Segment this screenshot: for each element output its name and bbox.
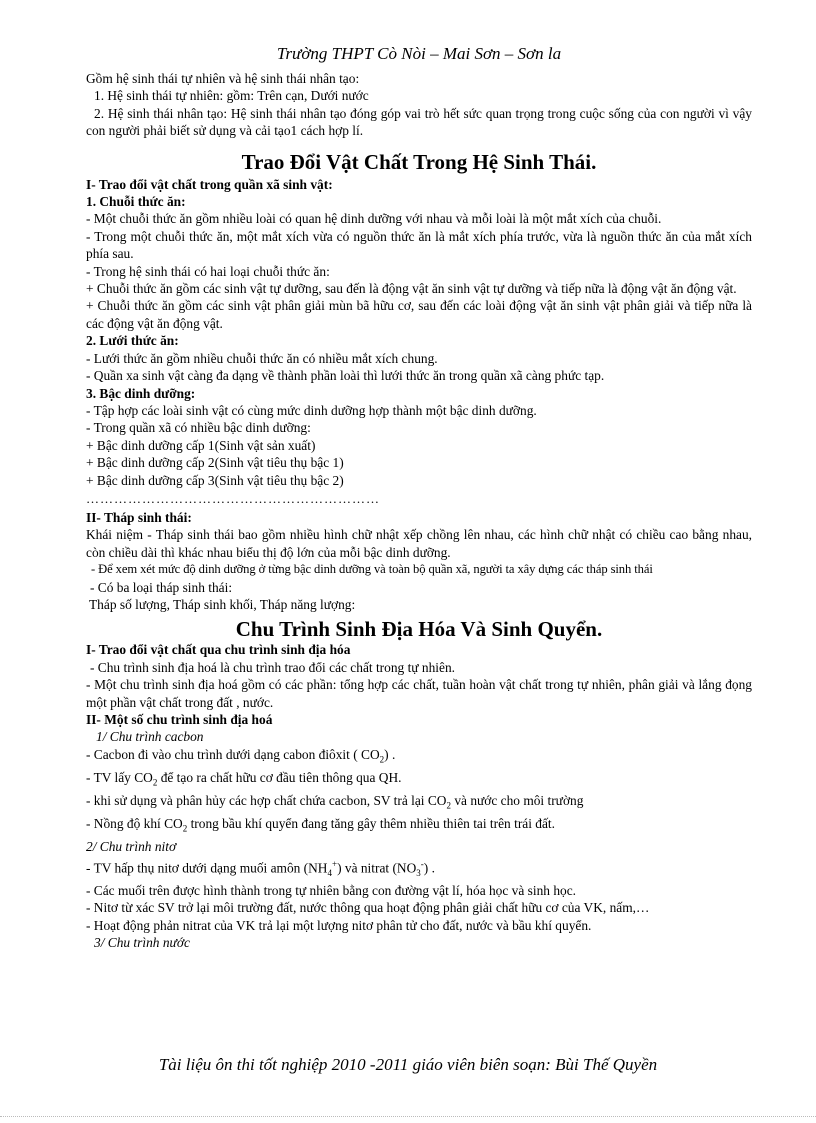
paragraph: - Trong hệ sinh thái có hai loại chuỗi thức ăn: [86,263,330,279]
paragraph: - Chu trình sinh địa hoá là chu trình trao đổi các chất trong tự nhiên. [90,659,455,675]
paragraph: + Bậc dinh dưỡng cấp 2(Sinh vật tiêu thụ bậc 1) [86,455,344,471]
paragraph: - Nitơ từ xác SV trở lại môi trường đất, nước thông qua hoạt động phân giải chất hữu cơ của VK, nấm,… [86,900,650,916]
page-bottom-rule [0,1116,816,1117]
heading: II- Một số chu trình sinh địa hoá [86,712,273,727]
dotted-separator: ……………………………………………………… [86,490,380,506]
paragraph: - Một chuỗi thức ăn gồm nhiều loài có quan hệ dinh dưỡng với nhau và mỗi loài là một mắt xích của chuỗi. [86,211,662,227]
page-footer: Tài liệu ôn thi tốt nghiệp 2010 -2011 giáo viên biên soạn: Bùi Thế Quyền [158,1055,658,1074]
paragraph: - khi sử dụng và phân hủy các hợp chất chứa cacbon, SV trả lại $CO_2$ và nước cho môi trường [86,792,584,811]
subheading: 1/ Chu trình cacbon [96,729,204,745]
paragraph: Khái niệm - Tháp sinh thái bao gồm nhiều hình chữ nhật xếp chồng lên nhau, các hình chữ nhật có chiều cao bằng nhau, còn chiều dài thì khác nhau biểu thị độ lớn của mỗi bậc dinh dưỡng. [86,527,752,560]
paragraph: - Tập hợp các loài sinh vật có cùng mức dinh dưỡng hợp thành một bậc dinh dưỡng. [86,402,537,418]
subheading: 2/ Chu trình nitơ [86,839,177,855]
section-title: Trao Đổi Vật Chất Trong Hệ Sinh Thái. [241,149,597,174]
paragraph: + Bậc dinh dưỡng cấp 1(Sinh vật sản xuất) [86,437,316,453]
paragraph: - Nồng độ khí $CO_2$ trong bầu khí quyển đang tăng gây thêm nhiều thiên tai trên trái đất. [86,816,555,834]
heading: I- Trao đổi vật chất trong quần xã sinh vật: [86,176,333,192]
paragraph: - Có ba loại tháp sinh thái: [90,579,233,595]
heading: II- Tháp sinh thái: [86,509,192,525]
document-page [86,44,752,952]
heading: I- Trao đổi vật chất qua chu trình sinh địa hóa [86,642,351,658]
paragraph: - Trong quần xã có nhiều bậc dinh dưỡng: [86,420,311,436]
subheading: 3. Bậc dinh dưỡng: [86,385,196,401]
intro-line: 1. Hệ sinh thái tự nhiên: gồm: Trên cạn, Dưới nước [94,88,369,104]
paragraph: - Một chu trình sinh địa hoá gồm có các phần: tổng hợp các chất, tuần hoàn vật chất trong tự nhiên, phân giải và lắng đọng một phần vật chất trong đất , nước. [86,677,752,710]
paragraph: - TV lấy $CO_2$ để tạo ra chất hữu cơ đầu tiên thông qua QH. [86,769,402,788]
paragraph: - Cacbon đi vào chu trình dưới dạng cabon điôxit ( $CO_2$) . [86,746,396,765]
subheading: 2. Lưới thức ăn: [86,333,179,349]
paragraph: + Chuỗi thức ăn gồm các sinh vật tự dưỡng, sau đến là động vật ăn sinh vật tự dưỡng và tiếp nữa là động vật ăn động vật. [86,281,737,297]
paragraph: - Các muối trên được hình thành trong tự nhiên bằng con đường vật lí, hóa học và sinh học. [86,883,577,899]
page-header: Trường THPT Cò Nòi – Mai Sơn – Sơn la [276,44,562,63]
intro-line: 2. Hệ sinh thái nhân tạo: Hệ sinh thái nhân tạo đóng góp vai trò hết sức quan trọng trong cuộc sống của con người vì vậy con người phải biết sử dụng và cải tạo1 cách hợp lí. [86,105,752,139]
paragraph: - Trong một chuỗi thức ăn, một mắt xích vừa có nguồn thức ăn là mắt xích phía trước, vừa là nguồn thức ăn của mắt xích phía sau. [86,228,752,262]
paragraph: + Bậc dinh dưỡng cấp 3(Sinh vật tiêu thụ bậc 2) [86,472,344,488]
paragraph: - TV hấp thụ nitơ dưới dạng muối amôn $(NH_4^+)$ và nitrat $(NO_3^-)$ . [86,858,435,878]
paragraph: - Lưới thức ăn gồm nhiều chuỗi thức ăn có nhiều mắt xích chung. [86,350,438,366]
subheading: 3/ Chu trình nước [94,935,190,951]
intro-line: Gồm hệ sinh thái tự nhiên và hệ sinh thái nhân tạo: [86,71,360,86]
paragraph: - Để xem xét mức độ dinh dưỡng ở từng bậc dinh dưỡng và toàn bộ quần xã, người ta xây dựng các tháp sinh thái [91,562,653,577]
subheading: 1. Chuỗi thức ăn: [86,194,186,210]
paragraph: Tháp số lượng, Tháp sinh khối, Tháp năng lượng: [89,596,356,612]
paragraph: + Chuỗi thức ăn gồm các sinh vật phân giải mùn bã hữu cơ, sau đến các loài động vật ăn sinh vật phân giải và tiếp nữa là các động vật ăn động vật. [86,298,752,331]
paragraph: - Quần xa sinh vật càng đa dạng về thành phần loài thì lưới thức ăn trong quần xã càng phức tạp. [86,368,605,384]
paragraph: - Hoạt động phản nitrat của VK trả lại một lượng nitơ phân tử cho đất, nước và bầu khí quyển. [86,917,592,933]
section-title: Chu Trình Sinh Địa Hóa Và Sinh Quyển. [235,617,603,642]
